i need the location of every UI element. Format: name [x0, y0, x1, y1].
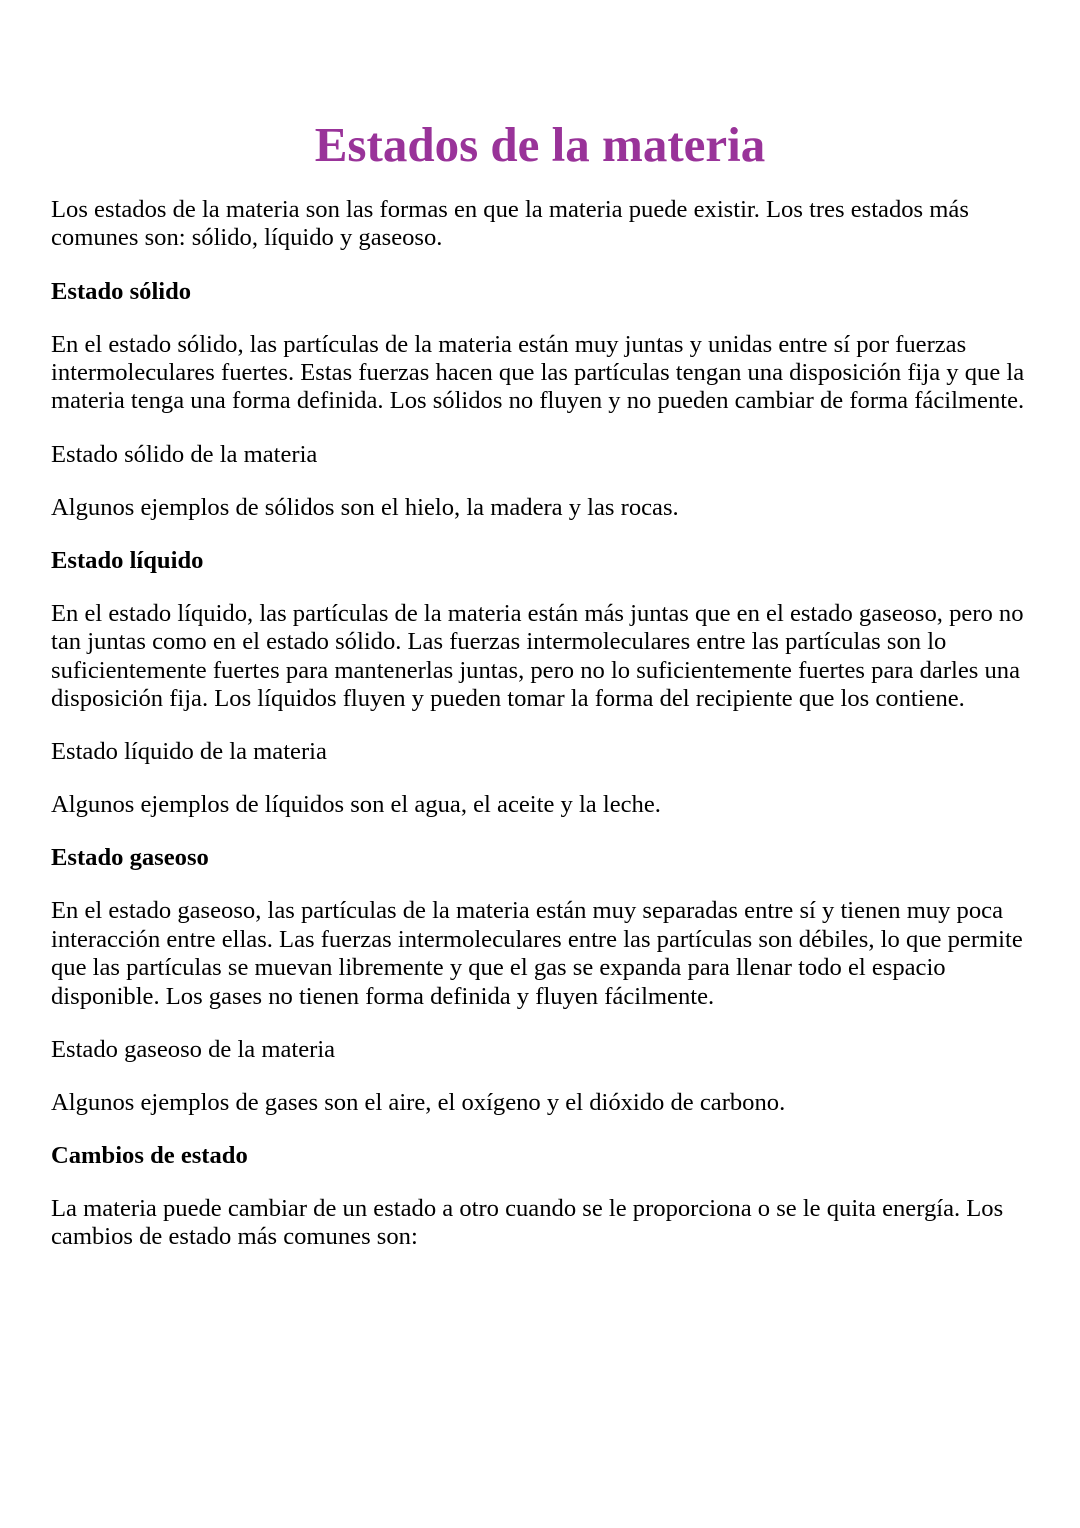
page-title: Estados de la materia [314, 117, 766, 172]
section-description-solid: En el estado sólido, las partículas de la materia están muy juntas y unidas entre sí por fuerzas intermoleculares fuertes. Estas fuerzas hacen que las partículas tengan una disposición fija y que la materia tenga una forma definida. Los sólidos no fluyen y no pueden cambiar de forma fácilmente. [51, 330, 1025, 415]
section-heading-gas: Estado gaseoso [51, 844, 209, 872]
section-caption-liquid: Estado líquido de la materia [51, 738, 327, 766]
intro-paragraph: Los estados de la materia son las formas en que la materia puede existir. Los tres estados más comunes son: sólido, líquido y gaseoso. [51, 196, 969, 252]
section-description-liquid: En el estado líquido, las partículas de la materia están más juntas que en el estado gaseoso, pero no tan juntas como en el estado sólido. Las fuerzas intermoleculares entre las partículas son lo suficientemente fuertes para mantenerlas juntas, pero no lo suficientemente fuertes para darles una disposición fija. Los líquidos fluyen y pueden tomar la forma del recipiente que los contiene. [51, 599, 1024, 712]
section-examples-gas: Algunos ejemplos de gases son el aire, el oxígeno y el dióxido de carbono. [51, 1088, 786, 1116]
document-body [51, 196, 1046, 1276]
section-description-state-changes: La materia puede cambiar de un estado a otro cuando se le proporciona o se le quita energía. Los cambios de estado más comunes son: [51, 1194, 1004, 1251]
section-heading-state-changes: Cambios de estado [51, 1141, 248, 1169]
section-examples-liquid: Algunos ejemplos de líquidos son el agua, el aceite y la leche. [51, 791, 661, 819]
section-caption-solid: Estado sólido de la materia [51, 440, 318, 468]
section-description-gas: En el estado gaseoso, las partículas de la materia están muy separadas entre sí y tienen muy poca interacción entre ellas. Las fuerzas intermoleculares entre las partículas son débiles, lo que permite que las partículas se muevan libremente y que el gas se expanda para llenar todo el espacio disponible. Los gases no tienen forma definida y fluyen fácilmente. [51, 897, 1023, 1010]
section-heading-liquid: Estado líquido [51, 546, 204, 574]
section-examples-solid: Algunos ejemplos de sólidos son el hielo, la madera y las rocas. [51, 493, 679, 521]
section-caption-gas: Estado gaseoso de la materia [51, 1035, 336, 1063]
section-heading-solid: Estado sólido [51, 277, 192, 305]
